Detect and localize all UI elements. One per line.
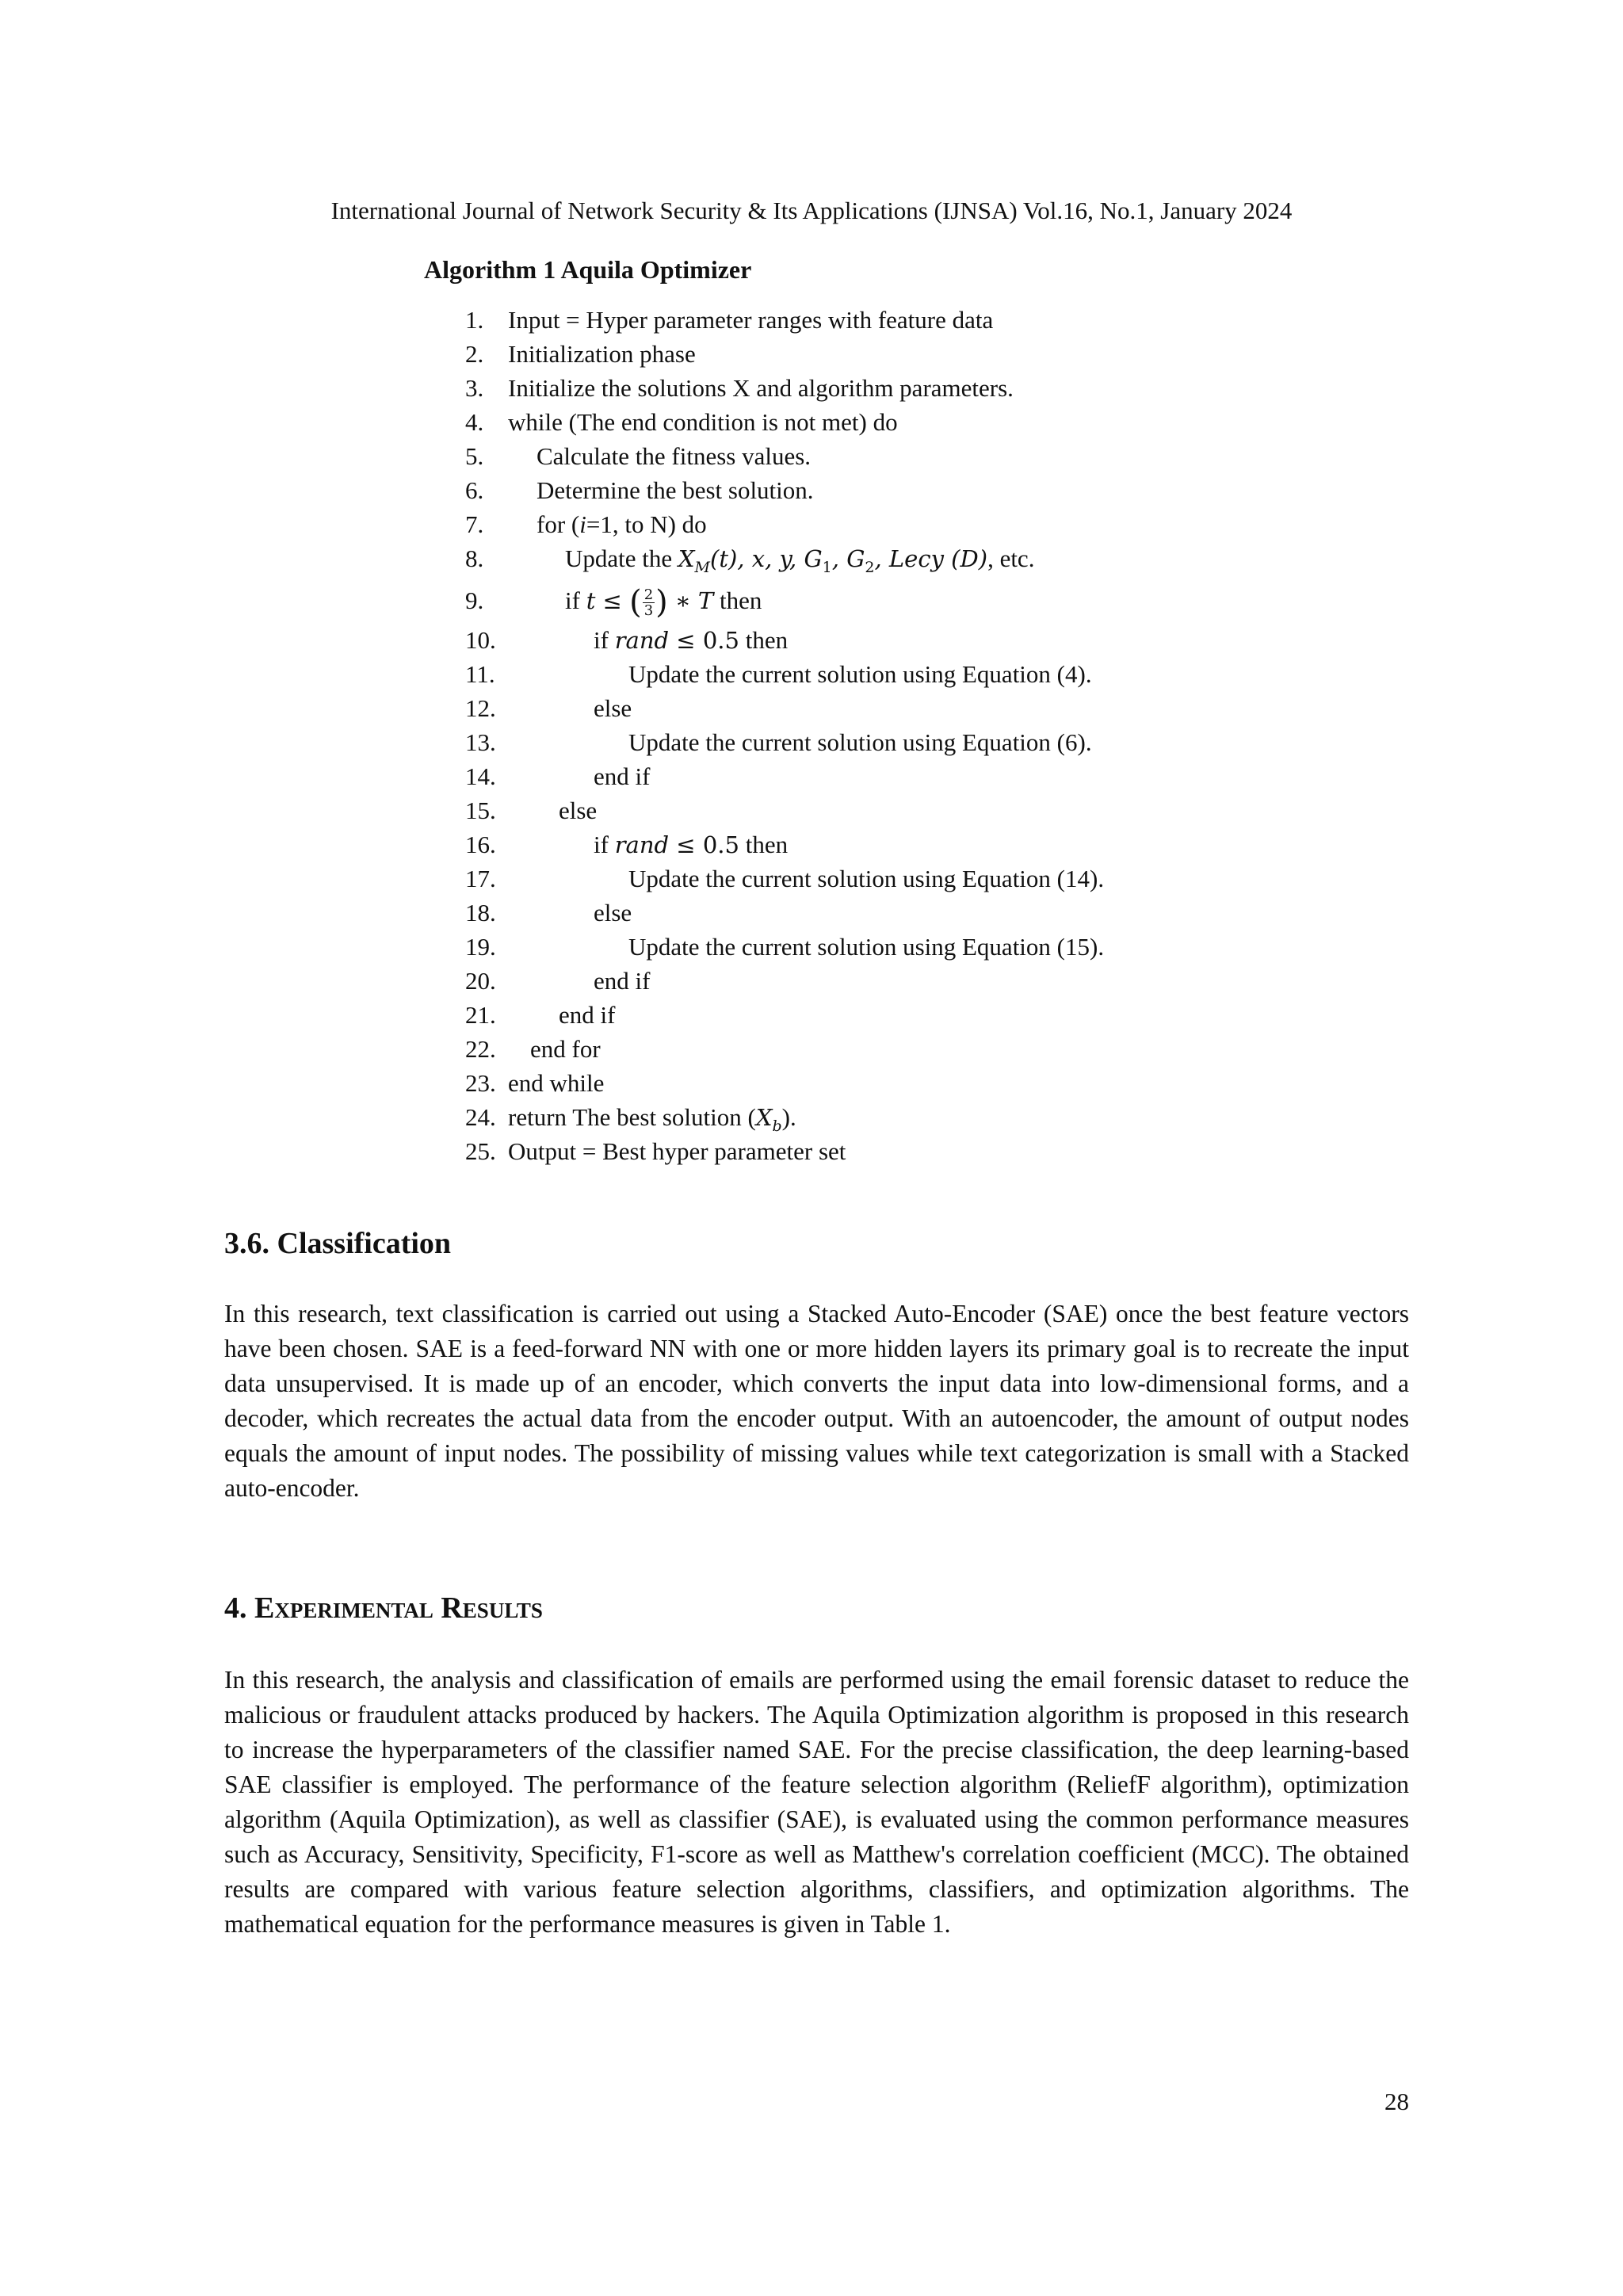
- line-text: if t ≤ ( $\frac{2}{3}$ ) ∗ T then: [565, 584, 762, 621]
- algorithm-line-24: [465, 1100, 796, 1134]
- line-text: end if: [594, 967, 651, 995]
- line-number: 4.: [465, 408, 484, 436]
- journal-header: International Journal of Network Security & Its Applications (IJNSA) Vol.16, No.1, January 2024: [330, 197, 1293, 224]
- line-number: 23.: [465, 1069, 496, 1097]
- fraction: $\frac{2}{3}$: [643, 586, 654, 619]
- line-number: 12.: [465, 694, 496, 722]
- algorithm-line-4: [465, 405, 898, 439]
- line-text: if rand ≤ 0.5 then: [594, 831, 789, 858]
- algorithm-line-18: [465, 896, 632, 930]
- line-number: 24.: [465, 1103, 496, 1131]
- algorithm-line-16: [465, 827, 788, 861]
- line-number: 13.: [465, 728, 496, 756]
- line-text: else: [559, 797, 598, 824]
- paragraph-classification: In this research, text classification is carried out using a Stacked Auto-Encoder (SAE) once the best feature vectors have been chosen. SAE is a feed-forward NN with one or more hidden layers its primary goal is to recreate the input data unsupervised. It is made up of an encoder, which converts the input data into low-dimensional forms, and a decoder, which recreates the actual data from the encoder output. With an autoencoder, the amount of output nodes equals the amount of input nodes. The possibility of missing values while text categorization is small with a Stacked auto-encoder.: [224, 1300, 1409, 1502]
- algorithm-line-20: [465, 964, 650, 998]
- algorithm-line-12: [465, 691, 632, 725]
- line-text: end while: [508, 1069, 605, 1097]
- paragraph-experimental-results: In this research, the analysis and classification of emails are performed using the email forensic dataset to reduce the malicious or fraudulent attacks produced by hackers. The Aquila Optimization algorithm is proposed in this research to increase the hyperparameters of the classifier named SAE. For the precise classification, the deep learning-based SAE classifier is employed. The performance of the feature selection algorithm (ReliefF algorithm), optimization algorithm (Aquila Optimization), as well as classifier (SAE), is evaluated using the common performance measures such as Accuracy, Sensitivity, Specificity, F1-score as well as Matthew's correlation coefficient (MCC). The obtained results are compared with various feature selection algorithms, classifiers, and optimization algorithms. The mathematical equation for the performance measures is given in Table 1.: [224, 1666, 1409, 1938]
- line-text: end if: [559, 1001, 616, 1029]
- line-text: end for: [530, 1035, 601, 1063]
- line-number: 3.: [465, 374, 484, 402]
- line-number: 8.: [465, 544, 484, 572]
- line-number: 14.: [465, 762, 496, 790]
- line-text: end if: [594, 762, 651, 790]
- algorithm-line-1: [465, 303, 993, 337]
- algorithm-block: [424, 254, 1407, 1165]
- algorithm-line-5: [465, 439, 811, 473]
- line-text: Output = Best hyper parameter set: [508, 1137, 846, 1165]
- algorithm-line-13: [465, 725, 1092, 759]
- line-number: 19.: [465, 933, 496, 961]
- algorithm-line-19: [465, 930, 1104, 964]
- line-text: Determine the best solution.: [537, 476, 814, 504]
- line-text: Calculate the fitness values.: [537, 442, 812, 470]
- line-text: else: [594, 899, 632, 926]
- algorithm-line-8: [465, 541, 1034, 575]
- algorithm-line-11: [465, 657, 1092, 691]
- algorithm-line-9: [465, 580, 762, 621]
- page-number: 28: [1384, 2088, 1409, 2115]
- line-text: Update the $X_M(t)$, x, y, $G_1$, $G_2$, Lecy (D), etc.: [565, 544, 1035, 576]
- line-text: Initialization phase: [508, 340, 696, 368]
- line-number: 9.: [465, 586, 484, 614]
- line-number: 18.: [465, 899, 496, 926]
- line-number: 17.: [465, 865, 496, 892]
- algorithm-line-23: [465, 1066, 604, 1100]
- line-number: 6.: [465, 476, 484, 504]
- algorithm-title: Algorithm 1 Aquila Optimizer: [424, 255, 752, 284]
- line-number: 10.: [465, 626, 496, 654]
- line-text: Update the current solution using Equation (14).: [628, 865, 1105, 892]
- line-number: 21.: [465, 1001, 496, 1029]
- line-text: Initialize the solutions X and algorithm parameters.: [508, 374, 1014, 402]
- line-number: 22.: [465, 1035, 496, 1063]
- line-text: while (The end condition is not met) do: [508, 408, 898, 436]
- line-text: return The best solution $(X_b)$.: [508, 1103, 796, 1135]
- line-number: 1.: [465, 306, 484, 334]
- line-number: 20.: [465, 967, 496, 995]
- line-text: Update the current solution using Equation (15).: [628, 933, 1105, 961]
- line-number: 25.: [465, 1137, 496, 1165]
- line-text: for (i=1, to N) do: [537, 510, 707, 538]
- algorithm-line-2: [465, 337, 696, 371]
- algorithm-line-25: [465, 1134, 846, 1168]
- line-number: 5.: [465, 442, 484, 470]
- section-heading-experimental-results: 4. Experimental Results: [224, 1591, 543, 1625]
- algorithm-line-7: [465, 507, 707, 541]
- line-number: 15.: [465, 797, 496, 824]
- line-number: 2.: [465, 340, 484, 368]
- line-text: else: [594, 694, 632, 722]
- line-number: 16.: [465, 831, 496, 858]
- line-text: Update the current solution using Equation (4).: [628, 660, 1092, 688]
- algorithm-line-3: [465, 371, 1014, 405]
- algorithm-line-15: [465, 793, 597, 827]
- section-heading-classification: 3.6. Classification: [224, 1227, 452, 1260]
- algorithm-line-10: [465, 623, 788, 657]
- algorithm-line-6: [465, 473, 814, 507]
- line-text: Update the current solution using Equation (6).: [628, 728, 1092, 756]
- line-number: 7.: [465, 510, 484, 538]
- line-text: if rand ≤ 0.5 then: [594, 626, 789, 654]
- algorithm-line-21: [465, 998, 615, 1032]
- algorithm-line-22: [465, 1032, 601, 1066]
- line-number: 11.: [465, 660, 495, 688]
- algorithm-line-17: [465, 861, 1104, 896]
- line-text: Input = Hyper parameter ranges with feature data: [508, 306, 994, 334]
- algorithm-line-14: [465, 759, 650, 793]
